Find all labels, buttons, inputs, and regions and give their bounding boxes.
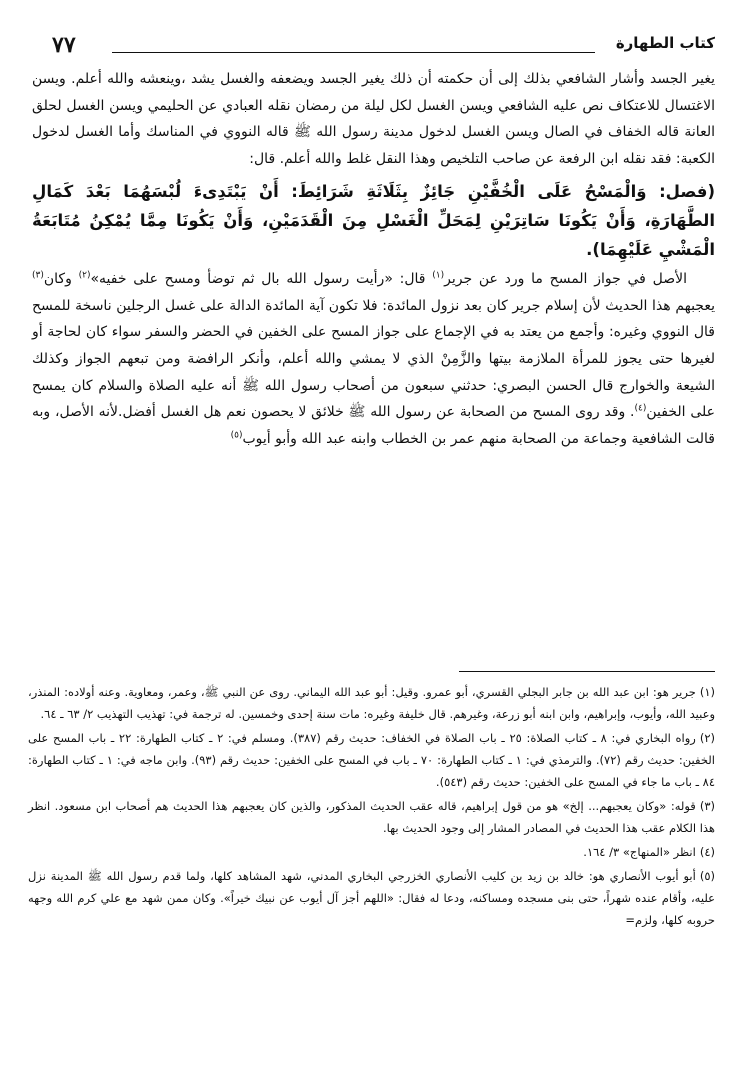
main-text [32,66,715,453]
page-header [52,34,715,56]
footnote-text: رواه البخاري في: ٨ ـ كتاب الصلاة: ٢٥ ـ باب الصلاة في الخفاف: حديث رقم (٣٨٧). ومسلم في: ٢ ـ كتاب الطهارة: ٢٢ ـ باب المسح على الخفين: حديث رقم (٧٢). والترمذي في: ١ ـ كتاب الطهارة: ٧٠ ـ باب في المسح على الخفين: حديث رقم (٩٣). وابن ماجه في: ١ ـ كتاب الطهارة: ٨٤ ـ باب ما جاء في المسح على الخفين: حديث رقم (٥٤٣). [28,731,715,789]
footnote-number: (٢) [699,731,716,745]
paragraph-1: يغير الجسد وأشار الشافعي بذلك إلى أن حكمته أن ذلك يغير الجسد ويضعفه والغسل يشد ،وينعشه والله أعلم. ويسن الاغتسال للاعتكاف نص عليه الشافعي ويسن الغسل لكل ليلة من رمضان نقله العبادي عن الحليمي ويسن الغسل لحلق العانة قاله الخفاف في الصال ويسن الغسل لدخول مدينة رسول الله ﷺ قاله النووي في المناسك وأما الغسل لدخول الكعبة: فقد نقله ابن الرفعة عن صاحب التلخيص وهذا النقل غلط والله أعلم. قال: [32,71,715,168]
footnote-number: (٤) [699,845,715,859]
footnote-separator [459,671,715,672]
paragraph-2-part-e: . وقد روى المسح من الصحابة عن رسول الله ﷺ خلائق لا يحصون نعم هل الغسل أفضل.لأنه الأصل، وبه قالت الشافعية وجماعة من الصحابة منهم عمر بن الخطاب وابنه عبد الله وأبو أيوب [32,404,715,448]
footnote-ref-5: (٥) [230,430,243,441]
footnote-ref-4: (٤) [634,403,647,414]
paragraph-2-part-a: الأصل في جواز المسح ما ورد عن جرير [444,270,687,287]
footnotes [28,681,715,933]
paragraph-2-part-d: يعجبهم هذا الحديث لأن إسلام جرير كان بعد نزول المائدة: فلا تكون آية المائدة الدالة على غسل الرجلين ناسخة للمسح قال النووي وغيره: وأجمع من يعتد به في الإجماع على جواز المسح على الخفين في الحضر والسفر سواء كان لحاجة أو لغيرها حتى يجوز للمرأة الملازمة بيتها والزَّمِنْ الذي لا يمشي والله أعلم، وأنكر الرافضة ومن تبعهم الجواز وكذلك الشيعة والخوارج قال الحسن البصري: حدثني سبعون من أصحاب رسول الله ﷺ أنه عليه الصلاة والسلام كان يمسح على الخفين [32,297,716,421]
footnote [28,681,715,725]
footnote-number: (٣) [699,799,715,813]
footnote-ref-1: (١) [432,270,445,281]
paragraph-2-part-c: وكان [43,270,79,287]
footnote-text: قوله: «وكان يعجبهم... إلخ» هو من قول إبراهيم، قاله عقب الحديث المذكور، والذين كان يعجبهم هذا الحديث هم أصحاب ابن مسعود. انظر هذا الكلام عقب هذا الحديث في المصادر المشار إلى وجود الحديث بها. [28,799,715,835]
footnote-text: أبو أيوب الأنصاري هو: خالد بن زيد بن كليب الأنصاري الخزرجي البخاري المدني، شهد المشاهد كلها، ولما قدم رسول الله ﷺ المدينة نزل عليه، وأقام عنده شهراً، حتى بنى مسجده ومساكنه، ودعا له فقال: «اللهم أجز آل أيوب عن نبيك خيراً». وكان ممن شهد مع علي كرم الله وجهه حروبه كلها، ولزم= [28,869,715,927]
paragraph-2 [32,266,715,453]
footnote-ref-3: (٣) [32,270,44,281]
chapter-title: كتاب الطهارة [615,34,715,52]
footnote [28,841,715,863]
footnote-text: جرير هو: ابن عبد الله بن جابر البجلي القسري، أبو عمرو. وقيل: أبو عبد الله اليماني. روى عن النبي ﷺ، وعمر، ومعاوية. وعنه أولاده: المنذر، وعبيد الله، وأيوب، وإبراهيم، وابن ابنه أبو زرعة، وغيرهم. قال خليفة وغيره: مات سنة إحدى وخمسين. له ترجمة في: تهذيب التهذيب ٢/ ٦٣ ـ ٦٤. [28,685,715,721]
footnote-text: انظر «المنهاج» ٣/ ١٦٤. [583,845,696,859]
footnote [28,795,715,839]
footnote-number: (٥) [699,869,715,883]
footnote [28,727,715,793]
footnote-number: (١) [699,685,715,699]
footnote-ref-2: (٢) [78,270,91,281]
paragraph-2-part-b: قال: «رأيت رسول الله بال ثم توضأ ومسح على خفيه» [90,270,433,287]
matn-text: (فصل: وَالْمَسْحُ عَلَى الْخُفَّيْنِ جَائِزٌ بِثَلَاثَةِ شَرَائِطَ: أَنْ يَبْتَدِىءَ لُبْسَهُمَا بَعْدَ كَمَالِ الطَّهَارَةِ، وَأَنْ يَكُونَا سَاتِرَيْنِ لِمَحَلِّ الْغَسْلِ مِنَ الْقَدَمَيْنِ، وَأَنْ يَكُونَا مِمَّا يُمْكِنُ مُتَابَعَةُ الْمَشْيِ عَلَيْهِمَا). [32,181,715,259]
footnote [28,865,715,931]
page-number: ٧٧ [52,32,76,58]
header-rule [112,52,595,53]
